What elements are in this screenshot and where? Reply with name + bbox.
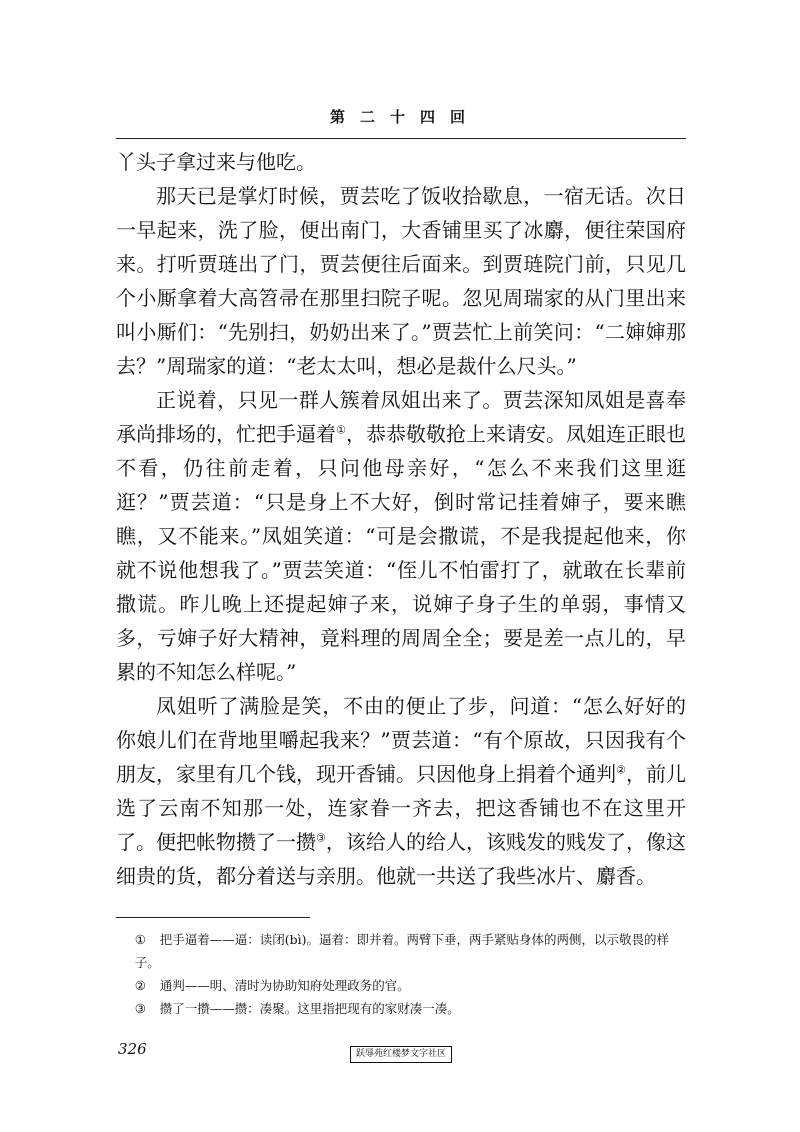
footnote-ref-2: ② bbox=[616, 763, 626, 777]
running-header: 第二十四回 bbox=[330, 108, 481, 126]
footnote-ref-1: ① bbox=[336, 423, 346, 437]
footnote-text-1: 把手逼着——逼：读闭(bì)。逼着：即并着。两臂下垂，两手紧贴身体的两侧，以示敬畏的样子。 bbox=[134, 932, 670, 970]
paragraph-4-text-b: ，前儿选了云南不知那一处，连家眷一齐去，把这香铺也不在这里开了。便把帐物攒了一攒 bbox=[116, 762, 687, 854]
header-rule bbox=[116, 138, 686, 139]
footnote-marker-2: ② bbox=[134, 978, 146, 993]
paragraph-3-text-a: 正说着，只见一群人簇着凤姐出来了。贾芸深知凤姐是喜奉承尚排场的，忙把手逼着 bbox=[116, 388, 686, 446]
paragraph-1: 丫头子拿过来与他吃。 bbox=[116, 150, 316, 174]
paragraph-2: 那天已是掌灯时候，贾芸吃了饭收拾歇息，一宿无话。次日一早起来，洗了脸，便出南门，大香铺里买了冰麝，便往荣国府来。打听贾琏出了门，贾芸便往后面来。到贾琏院门前，只见几个小厮拿着大高笤帚在那里扫院子呢。忽见周瑞家的从门里出来叫小厮们：“先别扫，奶奶出来了。”贾芸忙上前笑问：“二婶婶那去？”周瑞家的道：“老太太叫，想必是裁什么尺头。” bbox=[116, 184, 686, 378]
watermark-stamp: 跃辱苑红楼梦文字社区 bbox=[350, 1046, 452, 1063]
paragraph-3-text-b: ，恭恭敬敬抢上来请安。凤姐连正眼也不看，仍往前走着，只问他母亲好，“怎么不来我们这里逛逛？”贾芸道：“只是身上不大好，倒时常记挂着婶子，要来瞧瞧，又不能来。”凤姐笑道：“可是会撒谎，不是我提起他来，你就不说他想我了。”贾芸笑道：“侄儿不怕雷打了，就敢在长辈前撒谎。昨儿晚上还提起婶子来，说婶子身子生的单弱，事情又多，亏婶子好大精神，竟料理的周周全全；要是差一点儿的，早累的不知怎么样呢。” bbox=[116, 422, 687, 684]
footnotes bbox=[116, 928, 686, 1020]
footnote-ref-3: ③ bbox=[316, 831, 326, 845]
paragraph-3 bbox=[116, 383, 686, 689]
footnote-3 bbox=[116, 997, 686, 1020]
paragraph-4-text-c: ，该给人的给人，该贱发的贱发了，像这细贵的货，都分着送与亲朋。他就一共送了我些冰片、麝香。 bbox=[116, 830, 686, 888]
footnote-1 bbox=[116, 928, 686, 974]
footnote-marker-3: ③ bbox=[134, 1001, 146, 1016]
paragraph-4-text-a: 凤姐听了满脸是笑，不由的便止了步，问道：“怎么好好的你娘儿们在背地里嚼起我来？”贾芸道：“有个原故，只因我有个朋友，家里有几个钱，现开香铺。只因他身上捐着个通判 bbox=[116, 694, 686, 786]
paragraph-4 bbox=[116, 689, 686, 893]
footnote-2 bbox=[116, 974, 686, 997]
main-text bbox=[116, 145, 686, 893]
footnote-marker-1: ① bbox=[134, 932, 146, 947]
footnote-text-3: 攒了一攒——攒：凑聚。这里指把现有的家财凑一凑。 bbox=[159, 1001, 460, 1016]
footnote-text-2: 通判——明、清时为协助知府处理政务的官。 bbox=[159, 978, 410, 993]
page-number: 326 bbox=[118, 1040, 147, 1058]
footnote-rule bbox=[116, 917, 310, 918]
